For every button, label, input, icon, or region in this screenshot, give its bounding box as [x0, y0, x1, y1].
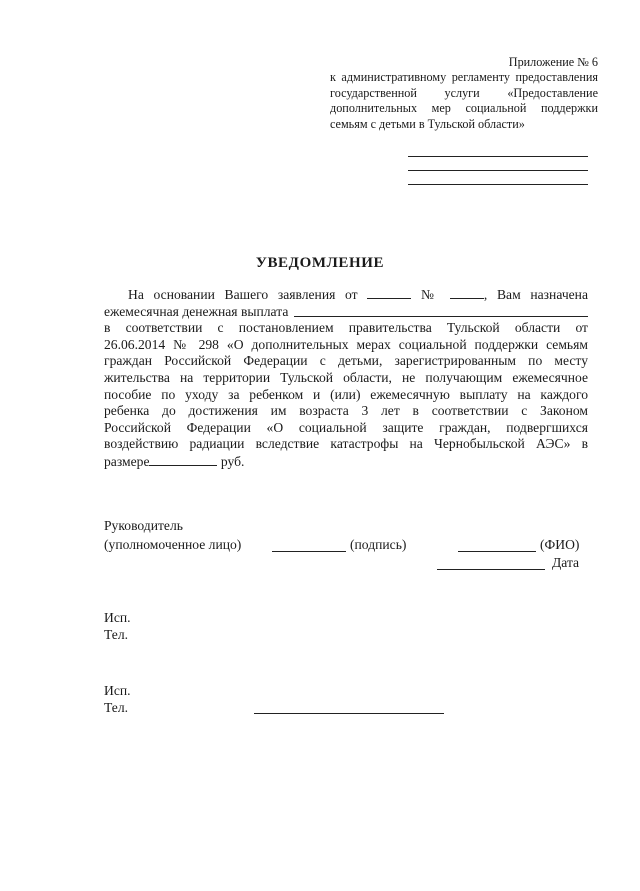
body-line — [104, 286, 588, 304]
body-line — [104, 304, 588, 321]
appendix-header — [330, 55, 598, 132]
body-text: ежемесячная денежная выплата — [104, 303, 289, 319]
application-number-field[interactable] — [450, 286, 484, 299]
executor-label: Исп. — [104, 610, 131, 625]
fio-label: (ФИО) — [540, 537, 580, 552]
body-line: ребенка до достижения им возраста 3 лет в соответствии с Законом — [104, 403, 588, 419]
application-date-field[interactable] — [367, 286, 411, 299]
body-line: жительства на территории Тульской области, не получающим ежемесячное — [104, 369, 588, 385]
body-line: в соответствии с постановлением правительства Тульской области от — [104, 320, 588, 336]
appendix-title: Приложение № 6 — [508, 55, 598, 69]
body-text: , Вам назначена — [483, 287, 588, 302]
body-line: 26.06.2014 № 298 «О дополнительных мерах социальной поддержки семьям — [104, 336, 588, 352]
body-line: граждан Российской Федерации с детьми, зарегистрированным по месту — [104, 353, 588, 369]
signature-label: (подпись) — [350, 537, 407, 552]
fio-line[interactable] — [458, 551, 536, 552]
body-line — [104, 453, 588, 471]
signature-line[interactable] — [272, 551, 346, 552]
document-title: УВЕДОМЛЕНИЕ — [255, 255, 385, 271]
number-sign: № — [420, 287, 441, 302]
executor-label: Исп. — [104, 683, 131, 698]
appendix-line: к административному регламенту предоставления — [330, 70, 598, 85]
signature-line[interactable] — [254, 713, 444, 714]
body-line: пособие по уходу за ребенком и (или) ежемесячную выплату на каждого — [104, 386, 588, 402]
appendix-line: дополнительных мер социальной поддержки — [330, 101, 598, 116]
signer-title: Руководитель — [104, 518, 183, 533]
body-text: размере — [104, 453, 150, 469]
authorized-person-label: (уполномоченное лицо) — [104, 537, 242, 552]
body-text: руб. — [220, 453, 245, 469]
phone-label: Тел. — [104, 627, 129, 642]
date-line[interactable] — [437, 569, 545, 570]
appendix-line: государственной услуги «Предоставление — [330, 85, 598, 100]
recipient-address-line[interactable] — [408, 170, 588, 171]
body-text: На основании Вашего заявления от — [128, 287, 358, 302]
date-label: Дата — [552, 555, 580, 570]
amount-field[interactable] — [149, 453, 217, 466]
body-line: воздействию радиации вследствие катастрофы на Чернобыльской АЭС» в — [104, 436, 588, 452]
appendix-line: семьям с детьми в Тульской области» — [330, 116, 525, 131]
recipient-address-line[interactable] — [408, 156, 588, 157]
recipient-address-line[interactable] — [408, 184, 588, 185]
body-line: Российской Федерации «О социальной защите граждан, подвергшихся — [104, 419, 588, 435]
phone-label: Тел. — [104, 700, 129, 715]
notice-body — [104, 286, 588, 471]
payment-type-field[interactable] — [294, 304, 588, 317]
